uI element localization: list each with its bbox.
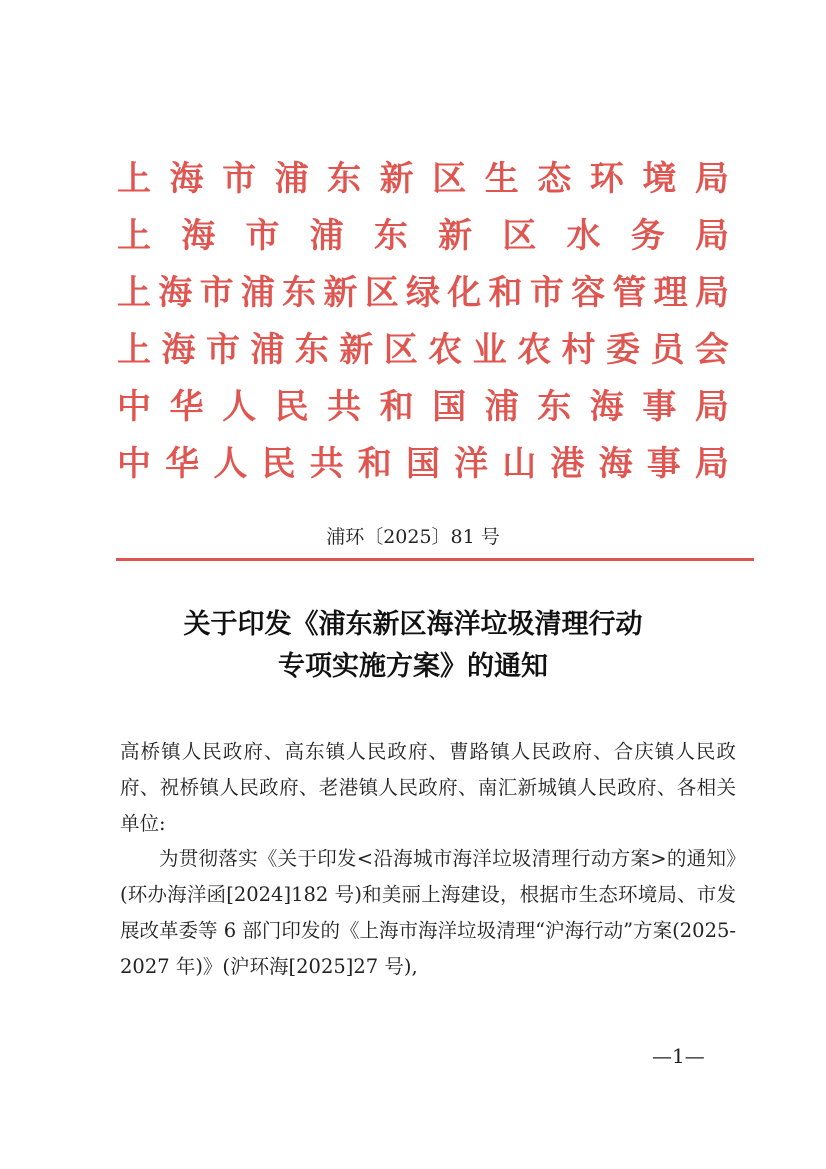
issuing-agencies-header <box>117 151 729 493</box>
agency-char: 上 <box>117 273 151 313</box>
agency-char: 共 <box>309 444 344 484</box>
red-divider-line <box>116 558 754 561</box>
agency-char: 管 <box>612 273 647 313</box>
agency-char: 浦 <box>274 159 309 199</box>
agency-char: 共 <box>327 387 362 427</box>
agency-char: 海 <box>598 444 633 484</box>
agency-char: 区 <box>432 159 467 199</box>
agency-char: 和 <box>357 444 392 484</box>
agency-char: 山 <box>502 444 537 484</box>
agency-char: 中 <box>117 387 151 427</box>
agency-char: 新 <box>339 330 374 370</box>
agency-name <box>117 151 729 208</box>
agency-char: 海 <box>161 330 196 370</box>
agency-char: 委 <box>605 330 640 370</box>
agency-char: 化 <box>447 273 482 313</box>
agency-char: 海 <box>589 387 624 427</box>
agency-char: 局 <box>694 387 729 427</box>
agency-char: 局 <box>694 216 729 256</box>
agency-char: 事 <box>642 387 677 427</box>
agency-name <box>117 436 729 493</box>
agency-char: 洋 <box>454 444 489 484</box>
agency-char: 东 <box>373 216 408 256</box>
agency-char: 局 <box>694 273 729 313</box>
agency-char: 浦 <box>309 216 344 256</box>
agency-char: 中 <box>117 444 151 484</box>
agency-char: 员 <box>650 330 685 370</box>
body-paragraph: 为贯彻落实《关于印发<沿海城市海洋垃圾清理行动方案>的通知》(环办海洋函[2024]182 号)和美丽上海建设，根据市生态环境局、市发展改革委等 6 部门印发的《上海市海洋垃圾清理“沪海行动”方案(2025-2027 年)》(沪环海[2025]27 号), <box>120 847 736 978</box>
agency-char: 理 <box>653 273 688 313</box>
agency-char: 市 <box>245 216 280 256</box>
agency-char: 业 <box>472 330 507 370</box>
agency-char: 民 <box>261 444 296 484</box>
document-title <box>0 604 826 688</box>
title-line-1: 关于印发《浦东新区海洋垃圾清理行动 <box>183 609 643 640</box>
agency-char: 新 <box>438 216 473 256</box>
agency-char: 态 <box>537 159 572 199</box>
agency-char: 局 <box>694 159 729 199</box>
agency-char: 东 <box>537 387 572 427</box>
title-line-2: 专项实施方案》的通知 <box>278 651 548 682</box>
agency-char: 农 <box>428 330 463 370</box>
agency-name <box>117 208 729 265</box>
agency-char: 东 <box>294 330 329 370</box>
agency-char: 事 <box>646 444 681 484</box>
agency-char: 海 <box>181 216 216 256</box>
agency-char: 海 <box>158 273 193 313</box>
agency-char: 华 <box>165 444 200 484</box>
document-number: 浦环〔2025〕81 号 <box>326 526 500 548</box>
document-body <box>120 734 736 985</box>
agency-name <box>117 322 729 379</box>
agency-char: 上 <box>117 216 151 256</box>
agency-char: 浦 <box>240 273 275 313</box>
agency-char: 新 <box>323 273 358 313</box>
agency-char: 绿 <box>405 273 440 313</box>
agency-char: 水 <box>566 216 601 256</box>
agency-char: 局 <box>694 444 729 484</box>
agency-char: 和 <box>488 273 523 313</box>
agency-char: 海 <box>169 159 204 199</box>
agency-char: 市 <box>199 273 234 313</box>
agency-char: 市 <box>205 330 240 370</box>
agency-char: 生 <box>484 159 519 199</box>
agency-char: 上 <box>117 159 151 199</box>
agency-name <box>117 265 729 322</box>
agency-char: 东 <box>282 273 317 313</box>
agency-char: 国 <box>405 444 440 484</box>
agency-name <box>117 379 729 436</box>
agency-char: 环 <box>589 159 624 199</box>
agency-char: 村 <box>561 330 596 370</box>
agency-char: 区 <box>383 330 418 370</box>
agency-char: 容 <box>571 273 606 313</box>
agency-char: 境 <box>642 159 677 199</box>
agency-char: 浦 <box>484 387 519 427</box>
agency-char: 国 <box>432 387 467 427</box>
agency-char: 市 <box>529 273 564 313</box>
agency-char: 区 <box>502 216 537 256</box>
agency-char: 农 <box>517 330 552 370</box>
agency-char: 民 <box>274 387 309 427</box>
agency-char: 区 <box>364 273 399 313</box>
agency-char: 市 <box>222 159 257 199</box>
agency-char: 华 <box>169 387 204 427</box>
agency-char: 浦 <box>250 330 285 370</box>
recipients-paragraph: 高桥镇人民政府、高东镇人民政府、曹路镇人民政府、合庆镇人民政府、祝桥镇人民政府、老港镇人民政府、南汇新城镇人民政府、各相关单位: <box>120 740 736 835</box>
agency-char: 人 <box>213 444 248 484</box>
page-number: —1— <box>652 1044 705 1068</box>
agency-char: 上 <box>117 330 151 370</box>
agency-char: 东 <box>327 159 362 199</box>
agency-char: 新 <box>379 159 414 199</box>
agency-char: 和 <box>379 387 414 427</box>
agency-char: 会 <box>694 330 729 370</box>
agency-char: 港 <box>550 444 585 484</box>
agency-char: 人 <box>222 387 257 427</box>
agency-char: 务 <box>630 216 665 256</box>
